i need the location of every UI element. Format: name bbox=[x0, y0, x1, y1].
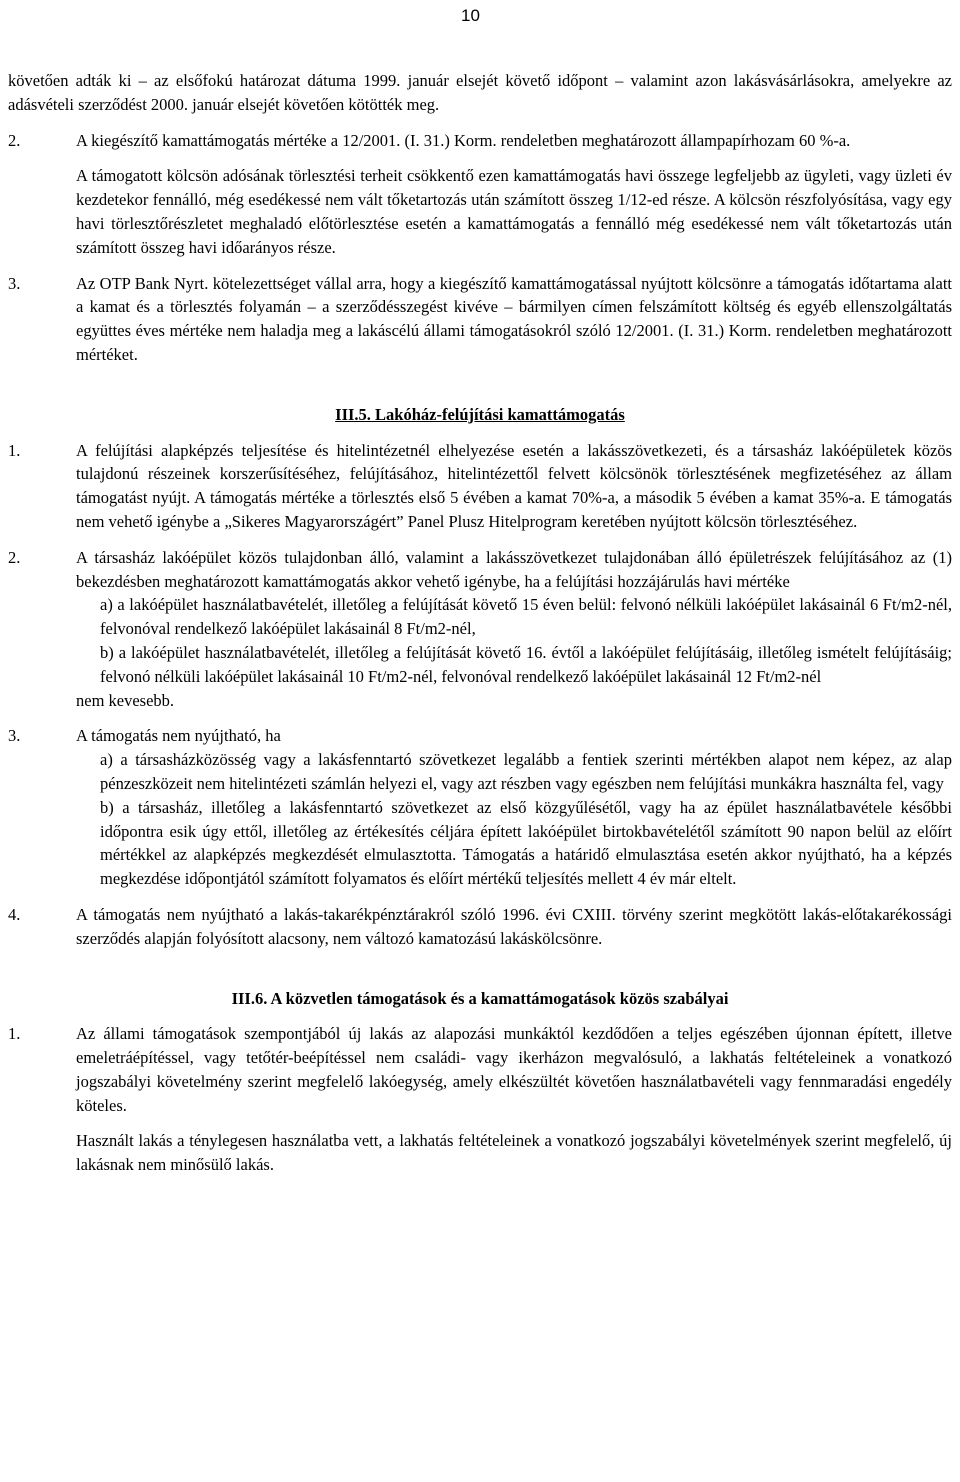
sub-item-a: a) a társasházközösség vagy a lakásfenntartó szövetkezet legalább a fentiek szerinti mértékben alapot nem képez, az alap pénzeszközeit nem hitelintézeti számlán helyezi el, vagy azt részben vagy egészben nem felújítási munkákra használta fel, vagy bbox=[100, 750, 952, 793]
document-body bbox=[8, 69, 952, 1177]
item-text: A felújítási alapképzés teljesítése és hitelintézetnél elhelyezése esetén a lakásszövetkezeti, és a társasház lakóépületek közös tulajdonú részeinek korszerűsítéséhez, felújításához, hitelintézettől felvett kölcsönök törlesztésének megfizetéséhez az állam támogatást nyújt. A támogatás mértéke a törlesztés első 5 évében a kamat 70%-a, a második 5 évében a kamat 35%-a. E támogatás nem vehető igénybe a „Sikeres Magyarországért” Panel Plusz Hitelprogram keretében nyújtott kölcsön törlesztéséhez. bbox=[76, 440, 952, 531]
section-title: III.5. Lakóház-felújítási kamattámogatás bbox=[335, 404, 625, 424]
paragraph: A támogatott kölcsön adósának törlesztési terheit csökkentő ezen kamattámogatás havi összege legfeljebb az ügyleti, vagy üzleti év kezdetekor fennálló, még esedékessé nem vált tőketartozás után számított összeg 1/12-ed része. A kölcsön részfolyósítása, vagy egy havi törlesztőrészletet meghaladó előtörlesztése esetén a kamattámogatás a fennálló még esedékessé nem vált tőketartozás után számított összeg havi időarányos része. bbox=[76, 166, 952, 257]
item-text: A támogatás nem nyújtható a lakás-takarékpénztárakról szóló 1996. évi CXIII. törvény szerint megkötött lakás-előtakarékossági szerződés alapján folyósított alacsony, nem változó kamatozású lakáskölcsönre. bbox=[76, 904, 952, 948]
sub-item-a: a) a lakóépület használatbavételét, illetőleg a felújítását követő 15 éven belül: felvonó nélküli lakóépület lakásainál 6 Ft/m2-nél, felvonóval rendelkező lakóépület lakásainál 8 Ft/m2-nél, bbox=[100, 595, 952, 639]
item-number: 1. bbox=[8, 440, 21, 460]
page-number: 10 bbox=[461, 6, 480, 25]
item-number: 4. bbox=[8, 904, 21, 924]
document-reference: ***/2010-LAK-***, 1. sz. melléklet bbox=[704, 6, 952, 25]
item-text: Az OTP Bank Nyrt. kötelezettséget vállal arra, hogy a kiegészítő kamattámogatással nyújtott kölcsönre a támogatás időtartama alatt a kamat és a törlesztés folyamán – a szerződésszegést kivéve – bármilyen címen felszámított költség és egyéb ellenszolgáltatás együttes éves mértéke nem haladja meg a lakáscélú állami támogatásokról szóló 12/2001. (I. 31.) Korm. rendeletben meghatározott mértéket. bbox=[76, 273, 952, 364]
item-number: 1. bbox=[8, 1024, 21, 1044]
item-text: A támogatás nem nyújtható, ha bbox=[76, 726, 281, 746]
item-closing: nem kevesebb. bbox=[76, 690, 175, 710]
item-text: A kiegészítő kamattámogatás mértéke a 12/2001. (I. 31.) Korm. rendeletben meghatározott állampapírhozam 60 %-a. bbox=[76, 130, 851, 150]
section-title: III.6. A közvetlen támogatások és a kamattámogatások közös szabályai bbox=[231, 988, 729, 1008]
item-text: Az állami támogatások szempontjából új lakás az alapozási munkáktól kezdődően a teljes egészében újonnan épített, illetve emeletráépítéssel, vagy tetőtér-beépítéssel nem családi- vagy ikerházon megvalósuló, a lakhatás feltételeinek a vonatkozó jogszabályi követelmény szerint megfelelő lakóegység, amely elkészültét követően használatbavételi vagy fennmaradási engedély köteles. bbox=[76, 1024, 952, 1115]
list-item bbox=[8, 903, 952, 951]
sub-item-b: b) a lakóépület használatbavételét, illetőleg a felújítását követő 16. évtől a lakóépület felújításáig, illetőleg ismételt felújításáig; felvonó nélküli lakóépület lakásainál 10 Ft/m2-nél, felvonóval rendelkező lakóépület lakásainál 12 Ft/m2-nél bbox=[100, 642, 952, 686]
list-item bbox=[8, 1022, 952, 1117]
item-text: A társasház lakóépület közös tulajdonban álló, valamint a lakásszövetkezet tulajdonában álló épületrészek felújításához az (1) bekezdésben meghatározott kamattámogatás akkor vehető igénybe, ha a felújítási hozzájárulás havi mértéke bbox=[76, 547, 952, 591]
list-item bbox=[8, 439, 952, 534]
item-number: 2. bbox=[8, 130, 21, 150]
item-number: 2. bbox=[8, 547, 21, 567]
paragraph: Használt lakás a ténylegesen használatba vett, a lakhatás feltételeinek a vonatkozó jogszabályi követelmények szerint megfelelő, új lakásnak nem minősülő lakás. bbox=[76, 1131, 952, 1175]
list-item bbox=[8, 724, 952, 891]
list-item bbox=[8, 272, 952, 367]
page-header bbox=[0, 4, 960, 28]
sub-item-b: b) a társasház, illetőleg a lakásfenntartó szövetkezet az első közgyűlésétől, vagy ha az épület használatbavétele későbbi időpontra esik úgy ettől, illetőleg az értékesítés céljára épített lakóépület birtokbavételétől számított 90 napon belül az előírt mértékkel az alapképzés megkezdését elmulasztotta. Támogatás a határidő elmulasztása esetén akkor nyújtható, ha a képzés megkezdése időpontjától számított folyamatos és előírt mértékű teljesítés mellett 4 év már eltelt. bbox=[100, 797, 952, 889]
item-number: 3. bbox=[8, 726, 21, 746]
list-item bbox=[8, 129, 952, 153]
intro-paragraph: követően adták ki – az elsőfokú határozat dátuma 1999. január elsejét követő időpont – valamint azon lakásvásárlásokra, amelyekre az adásvételi szerződést 2000. január elsejét követően kötötték meg. bbox=[8, 71, 952, 114]
item-number: 3. bbox=[8, 273, 21, 293]
list-item bbox=[8, 546, 952, 713]
